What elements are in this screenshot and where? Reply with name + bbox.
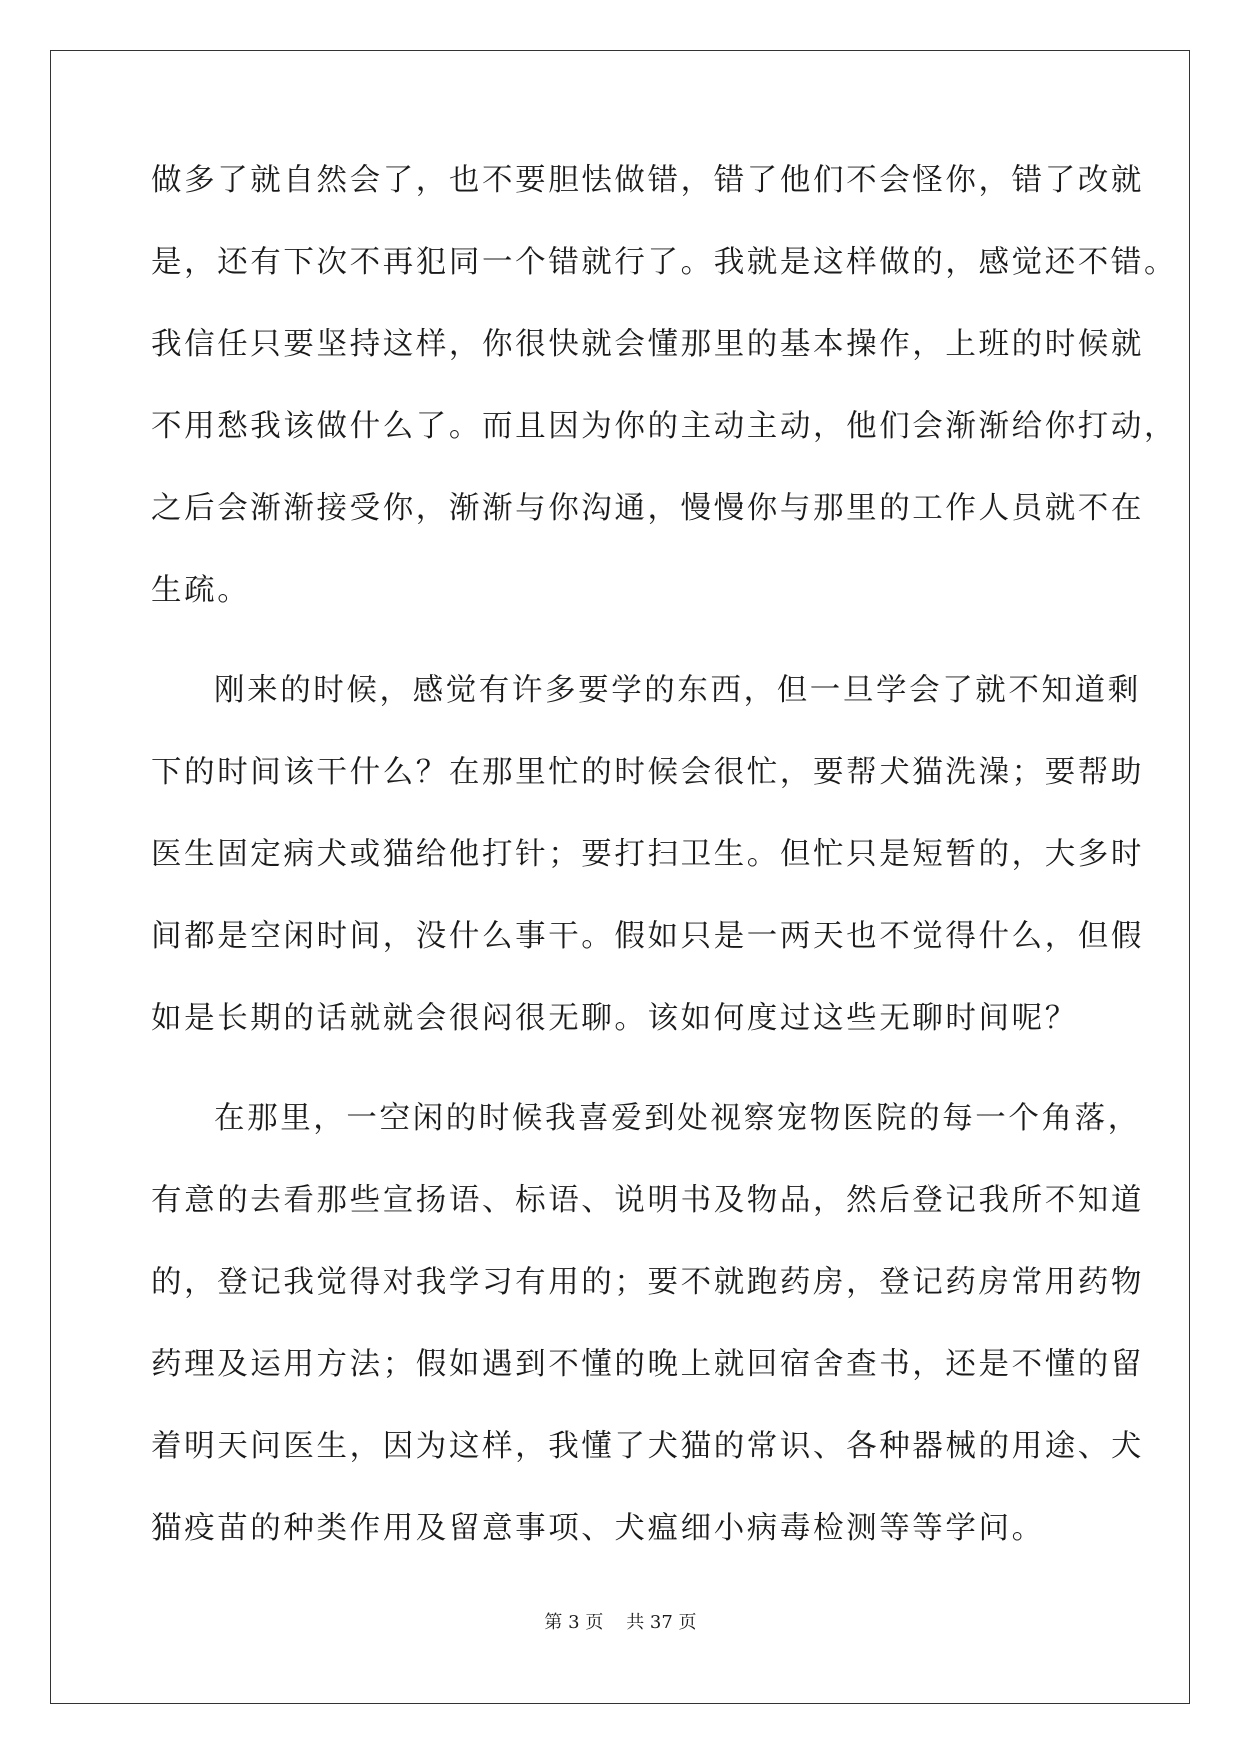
document-body	[151, 163, 1178, 1596]
text-line: 的，登记我觉得对我学习有用的；要不就跑药房，登记药房常用药物	[151, 1265, 1144, 1300]
paragraph-first-line: 在那里，一空闲的时候我喜爱到处视察宠物医院的每一个角落，	[214, 1101, 1141, 1136]
text-line: 猫疫苗的种类作用及留意事项、犬瘟细小病毒检测等等学问。	[151, 1511, 1045, 1546]
text-line: 是，还有下次不再犯同一个错就行了。我就是这样做的，感觉还不错。	[151, 245, 1178, 280]
text-line: 如是长期的话就就会很闷很无聊。该如何度过这些无聊时间呢？	[151, 1001, 1078, 1036]
text-line: 生疏。	[151, 573, 251, 608]
text-line: 做多了就自然会了，也不要胆怯做错，错了他们不会怪你，错了改就	[151, 163, 1144, 198]
text-line: 医生固定病犬或猫给他打针；要打扫卫生。但忙只是短暂的，大多时	[151, 837, 1144, 872]
text-line: 药理及运用方法；假如遇到不懂的晚上就回宿舍查书，还是不懂的留	[151, 1347, 1144, 1382]
text-line: 不用愁我该做什么了。而且因为你的主动主动，他们会渐渐给你打动，	[151, 409, 1178, 444]
text-line: 有意的去看那些宣扬语、标语、说明书及物品，然后登记我所不知道	[151, 1183, 1144, 1218]
text-line: 下的时间该干什么？在那里忙的时候会很忙，要帮犬猫洗澡；要帮助	[151, 755, 1144, 790]
paragraph-first-line: 刚来的时候，感觉有许多要学的东西，但一旦学会了就不知道剩	[214, 673, 1141, 708]
page-number-footer: 第 3 页 共 37 页	[544, 1612, 697, 1633]
text-line: 我信任只要坚持这样，你很快就会懂那里的基本操作，上班的时候就	[151, 327, 1144, 362]
text-line: 间都是空闲时间，没什么事干。假如只是一两天也不觉得什么，但假	[151, 919, 1144, 954]
text-line: 着明天问医生，因为这样，我懂了犬猫的常识、各种器械的用途、犬	[151, 1429, 1144, 1464]
text-line: 之后会渐渐接受你，渐渐与你沟通，慢慢你与那里的工作人员就不在	[151, 491, 1144, 526]
